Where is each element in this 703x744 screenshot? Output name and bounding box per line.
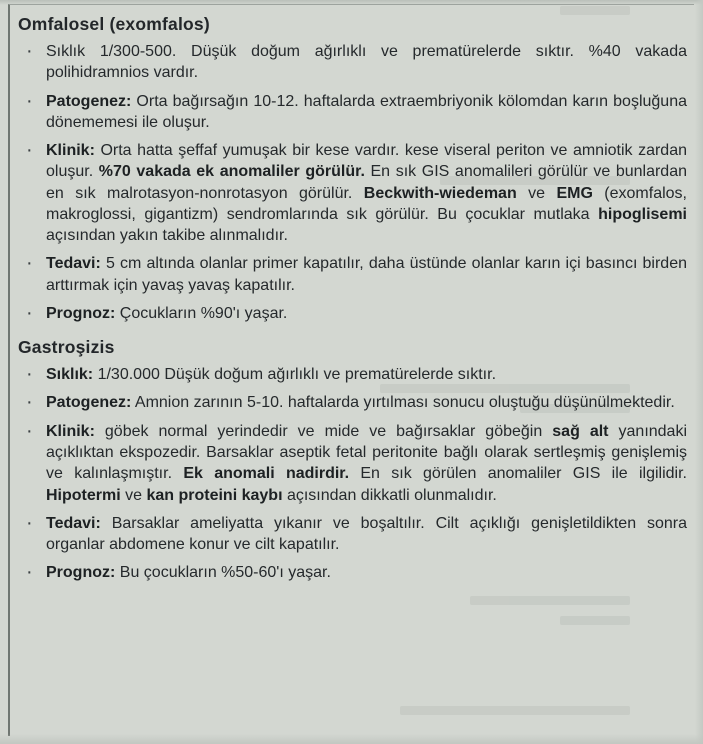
bullet-list-gastrosizis (18, 364, 687, 583)
list-item (18, 253, 687, 296)
list-item (18, 421, 687, 506)
item-text: · Klinik: Orta hatta şeffaf yumuşak bir kese vardır. kese viseral periton ve amniotik zardan oluşur. %70 vakada ek anomaliler görülür. En sık GIS anomalileri görülür ve bunlardan en sık malrotasyon-nonrotasyon görülür. Beckwith-wiedeman ve EMG (exomfalos, makroglossi, gigantizm) sendromlarında sık görülür. Bu çocuklar mutlaka hipoglisemi açısından yakın takibe alınmalıdır. (46, 142, 688, 245)
item-text: · Tedavi: Barsaklar ameliyatta yıkanır ve boşaltılır. Cilt açıklığı genişletildikten sonra organlar abdomene konur ve cilt kapatılır. (46, 514, 687, 554)
section-heading-gastrosizis: Gastroşizis (18, 337, 115, 358)
list-item (18, 91, 687, 134)
list-item (18, 392, 687, 413)
item-text: · Patogenez: Orta bağırsağın 10-12. haftalarda extraembriyonik kölomdan karın boşluğuna dönememesi ile oluşur. (46, 92, 687, 131)
list-item (18, 140, 687, 246)
list-item (18, 513, 687, 556)
item-text: · Patogenez: Amnion zarının 5-10. haftalarda yırtılması sonucu oluştuğu düşünülmektedir. (46, 394, 675, 412)
list-item (18, 41, 687, 84)
item-text: · Prognoz: Bu çocukların %50-60'ı yaşar. (46, 564, 331, 582)
item-text: · Tedavi: 5 cm altında olanlar primer kapatılır, daha üstünde olanlar karın içi basıncı birden arttırmak için yavaş yavaş kapatılır. (46, 255, 687, 294)
list-item (18, 562, 687, 583)
bullet-list-omfalosel (18, 41, 687, 324)
list-item (18, 303, 687, 324)
item-text: · Klinik: göbek normal yerindedir ve mide ve bağırsaklar göbeğin sağ alt yanındaki açıklıktan ekspozedir. Barsaklar aseptik fetal peritonite bağlı olarak sertleşmiş genişlemiş ve kalınlaşmıştır. Ek anomali nadirdir. En sık görülen anomaliler GIS ile ilgilidir. Hipotermi ve kan proteini kaybı açısından dikkatli olunmalıdır. (46, 422, 688, 504)
section-heading-omfalosel: Omfalosel (exomfalos) (18, 14, 210, 34)
item-text: · Sıklık: 1/30.000 Düşük doğum ağırlıklı ve prematürelerde sıktır. (46, 366, 497, 384)
list-item (18, 364, 687, 385)
item-text: · Sıklık 1/300-500. Düşük doğum ağırlıklı ve prematürelerde sıktır. %40 vakada polihidramnios vardır. (46, 43, 687, 82)
item-text: · Prognoz: Çocukların %90'ı yaşar. (46, 304, 288, 322)
